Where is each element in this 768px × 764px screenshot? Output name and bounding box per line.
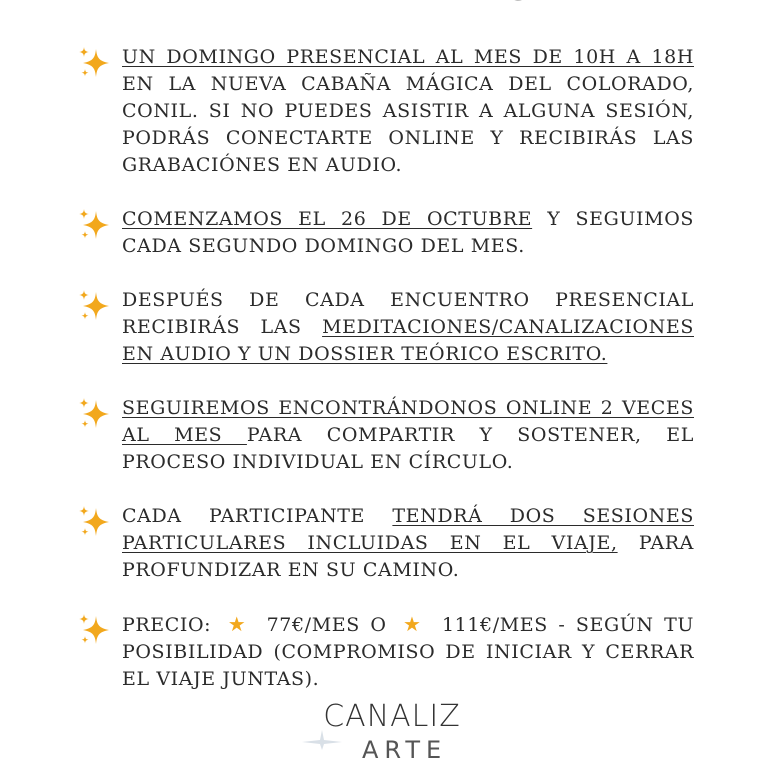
list-item: [72, 287, 712, 368]
text-segment: CADA PARTICIPANTE: [122, 505, 393, 527]
underlined-text: MEDITACIONES/CANALIZACIONES EN AUDIO Y UN DOSSIER TEÓRICO ESCRITO.: [122, 316, 694, 365]
moon-ornament-icon: [500, 0, 536, 8]
info-list: [72, 44, 712, 720]
star-burst-icon: [302, 730, 342, 750]
text-segment: PARA COMPARTIR Y SOSTENER, EL PROCESO INDIVIDUAL EN CÍRCULO.: [122, 424, 694, 473]
underlined-text: TENDRÁ DOS SESIONES PARTICULARES INCLUIDAS EN EL VIAJE,: [122, 505, 694, 554]
list-item: [72, 503, 712, 584]
logo-sub: ARTE: [362, 736, 448, 764]
item-text: [122, 395, 694, 476]
text-segment: DESPUÉS DE CADA ENCUENTRO PRESENCIAL RECIBIRÁS LAS: [122, 289, 694, 338]
underlined-text: COMENZAMOS EL 26 DE OCTUBRE: [122, 208, 533, 230]
sparkles-icon: [76, 207, 112, 243]
star-icon: ★: [227, 612, 251, 636]
text-segment: 111€/MES - SEGÚN TU POSIBILIDAD (COMPROMISO DE INICIAR Y CERRAR EL VIAJE JUNTAS).: [122, 614, 695, 690]
list-item: [72, 395, 712, 476]
underlined-text: SEGUIREMOS ENCONTRÁNDONOS ONLINE 2 VECES AL MES: [122, 397, 694, 446]
list-item: [72, 44, 712, 179]
item-text: [122, 287, 694, 368]
item-text: [122, 503, 694, 584]
text-segment: PRECIO:: [122, 614, 222, 636]
sparkles-icon: [76, 504, 112, 540]
list-item: [72, 206, 712, 260]
list-item: [72, 611, 712, 693]
text-segment: Y SEGUIMOS CADA SEGUNDO DOMINGO DEL MES.: [122, 208, 694, 257]
sparkles-icon: [76, 288, 112, 324]
logo-name: CANALIZ: [323, 699, 461, 734]
text-segment: EN LA NUEVA CABAÑA MÁGICA DEL COLORADO, CONIL. SI NO PUEDES ASISTIR A ALGUNA SESIÓN, PODRÁS CONECTARTE ONLINE Y RECIBIRÁS LAS GRABACIÓNES EN AUDIO.: [122, 73, 694, 176]
text-segment: 77€/MES O: [256, 614, 398, 636]
item-text: [122, 206, 694, 260]
underlined-text: UN DOMINGO PRESENCIAL AL MES DE 10H A 18H: [122, 46, 694, 68]
star-icon: ★: [403, 612, 426, 636]
item-text: [122, 44, 694, 179]
canaliz-arte-logo: [322, 699, 462, 764]
sparkles-icon: [76, 612, 112, 648]
sparkles-icon: [76, 45, 112, 81]
item-text: [122, 611, 694, 693]
sparkles-icon: [76, 396, 112, 432]
text-segment: PARA PROFUNDIZAR EN SU CAMINO.: [122, 532, 695, 581]
